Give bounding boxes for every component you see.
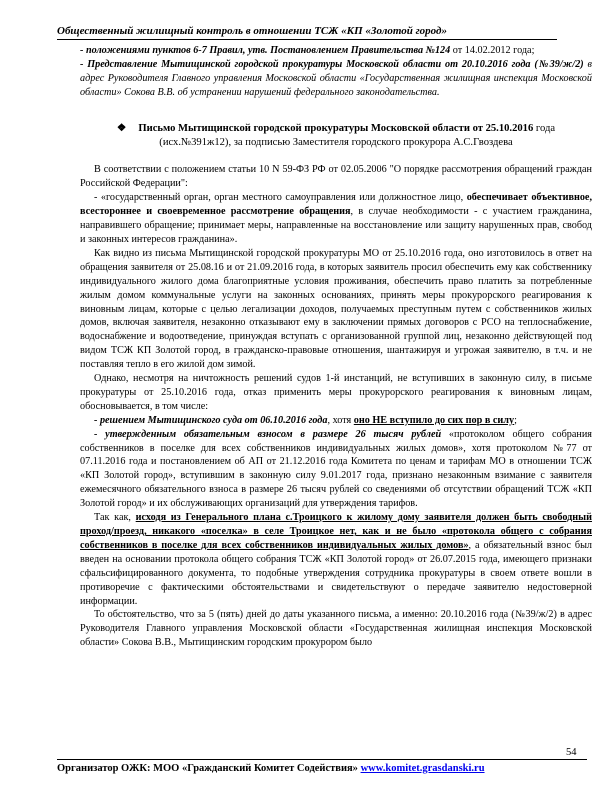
paragraph-7-start: Так как, (94, 512, 136, 524)
paragraph-6-rest: «протоколом общего собрания собственников в поселке для всех собственников индивидуальных жилых домов», хотя протоколом №77 от 07.11.2016 года и постановлением об АП от 21.12.2016 года Комитета по ценам и тарифам МО в отношении ТСЖ «КП Золотой город», вступившим в законную силу 9.01.2017 года, признано незаконным взимание с заявителя ежемесячного обязательного взноса в размере 26 тысяч рублей со сведениями об отсутствии обращений ТСЖ «КП Золотой город» и их обслуживающих организаций для утверждения тарифов. (80, 428, 592, 510)
section-subtitle: (исх.№391ж12), за подписью Заместителя городского прокурора А.С.Гвоздева (159, 136, 513, 148)
paragraph-5-mid: , хотя (327, 414, 354, 426)
intro-line-2-rest: в адрес Руководителя Главного управления Московской области «Государственная жилищная инспекция Московской области» Сокова В.В. об устранении нарушений федерального законодательства. (80, 58, 592, 98)
document-body (80, 44, 592, 650)
paragraph-2 (80, 191, 592, 247)
page-footer (57, 759, 587, 774)
paragraph-5 (80, 414, 592, 428)
intro-line-1-bold: - положениями пунктов 6-7 Правил, утв. Постановлением Правительства №124 (80, 45, 451, 56)
diamond-bullet-icon: ❖ (116, 122, 127, 134)
paragraph-8: То обстоятельство, что за 5 (пять) дней до даты указанного письма, а именно: 20.10.2016 года (№39/ж/2) в адрес Руководителя Главного управления Московской области «Государственная жилищная инспекция Московской области» Сокова В.В., Мытищинским городским прокурором было (80, 609, 592, 649)
footer-organizer: Организатор ОЖК: МОО «Гражданский Комитет Содействия» (57, 763, 358, 774)
paragraph-6-bold-italic: - утвержденным обязательным взносом в размере 26 тысяч рублей (94, 428, 442, 440)
page-number: 54 (566, 747, 577, 758)
footer-website-link[interactable]: www.komitet.grasdanski.ru (360, 763, 485, 774)
paragraph-3: Как видно из письма Мытищинской городской прокуратуры МО от 25.10.2016 года, оно изготовилось в ответ на обращения заявителя от 25.08.16 и от 21.09.2016 года, в которых заявитель просил обеспечить ему как собственнику индивидуального жилого дома благоприятные условия проживания, обеспечить право платить за потребленные жилым домом коммунальные услуги на законных основаниях, принять меры прокурорского реагирования к виновным лицам, которые с целью легализации доходов, получаемых преступным путем с собственников жилых домов, включая заявителя, незаконно отказывают ему в заключении прямых договоров с РСО на теплоснабжение, водоснабжение и водоотведение, принуждая вступать с организованной группой лиц, незаконно действующей под видом ТСЖ КП Золотой город, в гражданско-правовые отношения, шантажируя и угрожая заявителю, в т.ч. и не поставляя тепло в его жилой дом зимой. (80, 247, 592, 371)
intro-line-1 (80, 44, 592, 58)
intro-line-2 (80, 58, 592, 100)
intro-line-2-bold: - Представление Мытищинской городской прокуратуры Московской области от 20.10.2016 года (№39/ж/2) (80, 58, 584, 70)
section-title (80, 122, 592, 150)
paragraph-2-bold: обеспечивает объективное, всестороннее и своевременное рассмотрение обращения (80, 192, 592, 218)
intro-line-1-rest: от 14.02.2012 года; (450, 45, 535, 56)
paragraph-2-start: - «государственный орган, орган местного самоуправления или должностное лицо, (94, 192, 467, 204)
paragraph-5-underlined: оно НЕ вступило до сих пор в силу (353, 414, 515, 426)
paragraph-2-end: , в случае необходимости - с участием гражданина, направившего обращение; принимает меры, направленные на восстановление или защиту нарушенных прав, свобод и законных интересов гражданина». (80, 206, 592, 245)
paragraph-6 (80, 428, 592, 511)
section-title-rest: года (533, 122, 556, 134)
paragraph-1: В соответствии с положением статьи 10 N 59-ФЗ РФ от 02.05.2006 "О порядке рассмотрения обращений граждан Российской Федерации": (80, 164, 592, 190)
section-title-bold: Письмо Мытищинской городской прокуратуры Московской области от 25.10.2016 (138, 122, 534, 134)
paragraph-5-bold-italic: - решением Мытищинского суда от 06.10.2016 года (94, 414, 328, 426)
paragraph-4: Однако, несмотря на ничтожность решений судов 1-й инстанций, не вступивших в законную силу, в письме прокуратуры от 25.10.2016 года, отказ применить меры прокурорского реагирования к виновным лицам, обосновывается, в том числе: (80, 373, 592, 412)
page-header: Общественный жилищный контроль в отношении ТСЖ «КП «Золотой город» (57, 25, 557, 40)
paragraph-7-underlined: исходя из Генерального плана с.Троицкого к жилому дому заявителя должен быть свободный проход/проезд, никакого «поселка» в селе Троицкое нет, как и не было «протокола общего с собрания собственников в поселке для всех собственников индивидуальных жилых домов» (80, 512, 592, 551)
paragraph-5-end: ; (514, 414, 517, 426)
paragraph-7-end: , а обязательный взнос был введен на основании протокола общего собрания ТСЖ «КП Золотой город» от 26.07.2015 года, имеющего признаки сфальсифицированного документа, то подобные утверждения сотрудника прокуратуры в своем ответе вошли в противоречие с фактическими обстоятельствами и свидетельствуют о передаче заявителю недостоверной информации. (80, 539, 592, 607)
paragraph-7 (80, 511, 592, 608)
